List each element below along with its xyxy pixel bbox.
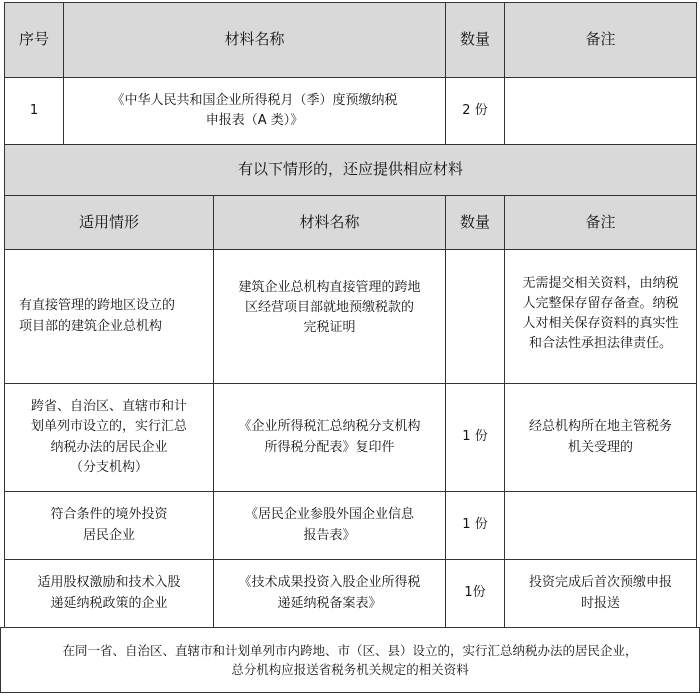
situation-line: 项目部的建筑企业总机构 [19,318,163,334]
header-qty-2-label: 数量 [459,212,490,231]
row-qty [445,383,505,492]
situation-line: （分支机构） [69,459,148,475]
situation-line: 划单列市设立的，实行汇总 [30,419,187,435]
note-line: 时报送 [580,595,620,611]
header-material-2-label: 材料名称 [299,212,360,231]
row-note [504,491,697,560]
row-qty [445,491,505,560]
note-line: 人完整保存留存备查。纳税 [522,296,679,312]
situation-line: 符合条件的境外投资 [50,507,168,523]
footer-note [0,627,700,693]
header-material-label: 材料名称 [224,30,285,49]
row-situation [4,249,214,384]
material-line: 所得税分配表》复印件 [264,439,395,455]
situation-line: 递延纳税政策的企业 [50,595,168,611]
situation-line: 跨省、自治区、直辖市和计 [30,399,187,415]
row-material [213,383,446,492]
situation-line: 居民企业 [82,527,135,543]
header-note-label: 备注 [585,30,616,49]
material-line: 递延纳税备案表》 [277,595,382,611]
section-title [4,144,697,196]
row-situation [4,383,214,492]
row1-material-line: 申报表（A 类）》 [205,113,304,128]
row-note [504,249,697,384]
header-material-2 [213,195,446,250]
note-line: 机关受理的 [567,439,633,455]
material-line: 区经营项目部就地预缴税款的 [244,300,414,316]
header-qty-label: 数量 [459,30,490,49]
row-material [213,249,446,384]
situation-line: 纳税办法的居民企业 [50,439,168,455]
row1-material-line: 《中华人民共和国企业所得税月（季）度预缴纳税 [111,92,398,108]
row-qty [445,559,505,628]
material-line: 《居民企业参股外国企业信息 [244,507,414,523]
material-line: 建筑企业总机构直接管理的跨地 [238,280,421,295]
header-situation [4,195,214,250]
row1-seq-value: 1 [29,102,39,118]
situation-line: 有直接管理的跨地区设立的 [19,298,176,314]
row-material [213,491,446,560]
material-line: 《技术成果投资入股企业所得税 [238,575,421,591]
qty-value: 1 份 [462,429,488,445]
header-qty [445,2,505,78]
note-line: 投资完成后首次预缴申报 [528,575,672,591]
row-note [504,559,697,628]
header-note-2-label: 备注 [585,212,616,231]
material-line: 完税证明 [303,320,356,336]
qty-value: 1份 [464,585,486,601]
footer-line: 在同一省、自治区、直辖市和计划单列市内跨地、市（区、县）设立的，实行汇总纳税办法的居民企业， [62,642,638,658]
header-seq [4,2,64,78]
note-line: 无需提交相关资料，由纳税 [522,276,679,291]
situation-line: 适用股权激励和技术入股 [37,575,181,591]
row1-qty [445,77,505,145]
row1-note [504,77,697,145]
row-material [213,559,446,628]
row-situation [4,491,214,560]
header-note [504,2,697,78]
material-line: 报告表》 [303,527,356,543]
footer-line: 总分机构应报送省税务机关规定的相关资料 [231,662,469,677]
note-line: 和合法性承担法律责任。 [528,336,672,352]
header-situation-label: 适用情形 [78,212,139,231]
header-material [63,2,446,78]
note-line: 经总机构所在地主管税务 [528,419,672,435]
row-qty [445,249,505,384]
row1-seq [4,77,64,145]
note-line: 人对相关保存资料的真实性 [522,316,679,332]
row-situation [4,559,214,628]
header-seq-label: 序号 [18,30,49,49]
row-note [504,383,697,492]
header-qty-2 [445,195,505,250]
qty-value: 1 份 [462,517,488,533]
row1-qty-value: 2 份 [462,102,488,118]
section-title-text: 有以下情形的，还应提供相应材料 [237,160,463,179]
material-line: 《企业所得税汇总纳税分支机构 [238,419,421,435]
header-note-2 [504,195,697,250]
row1-material [63,77,446,145]
